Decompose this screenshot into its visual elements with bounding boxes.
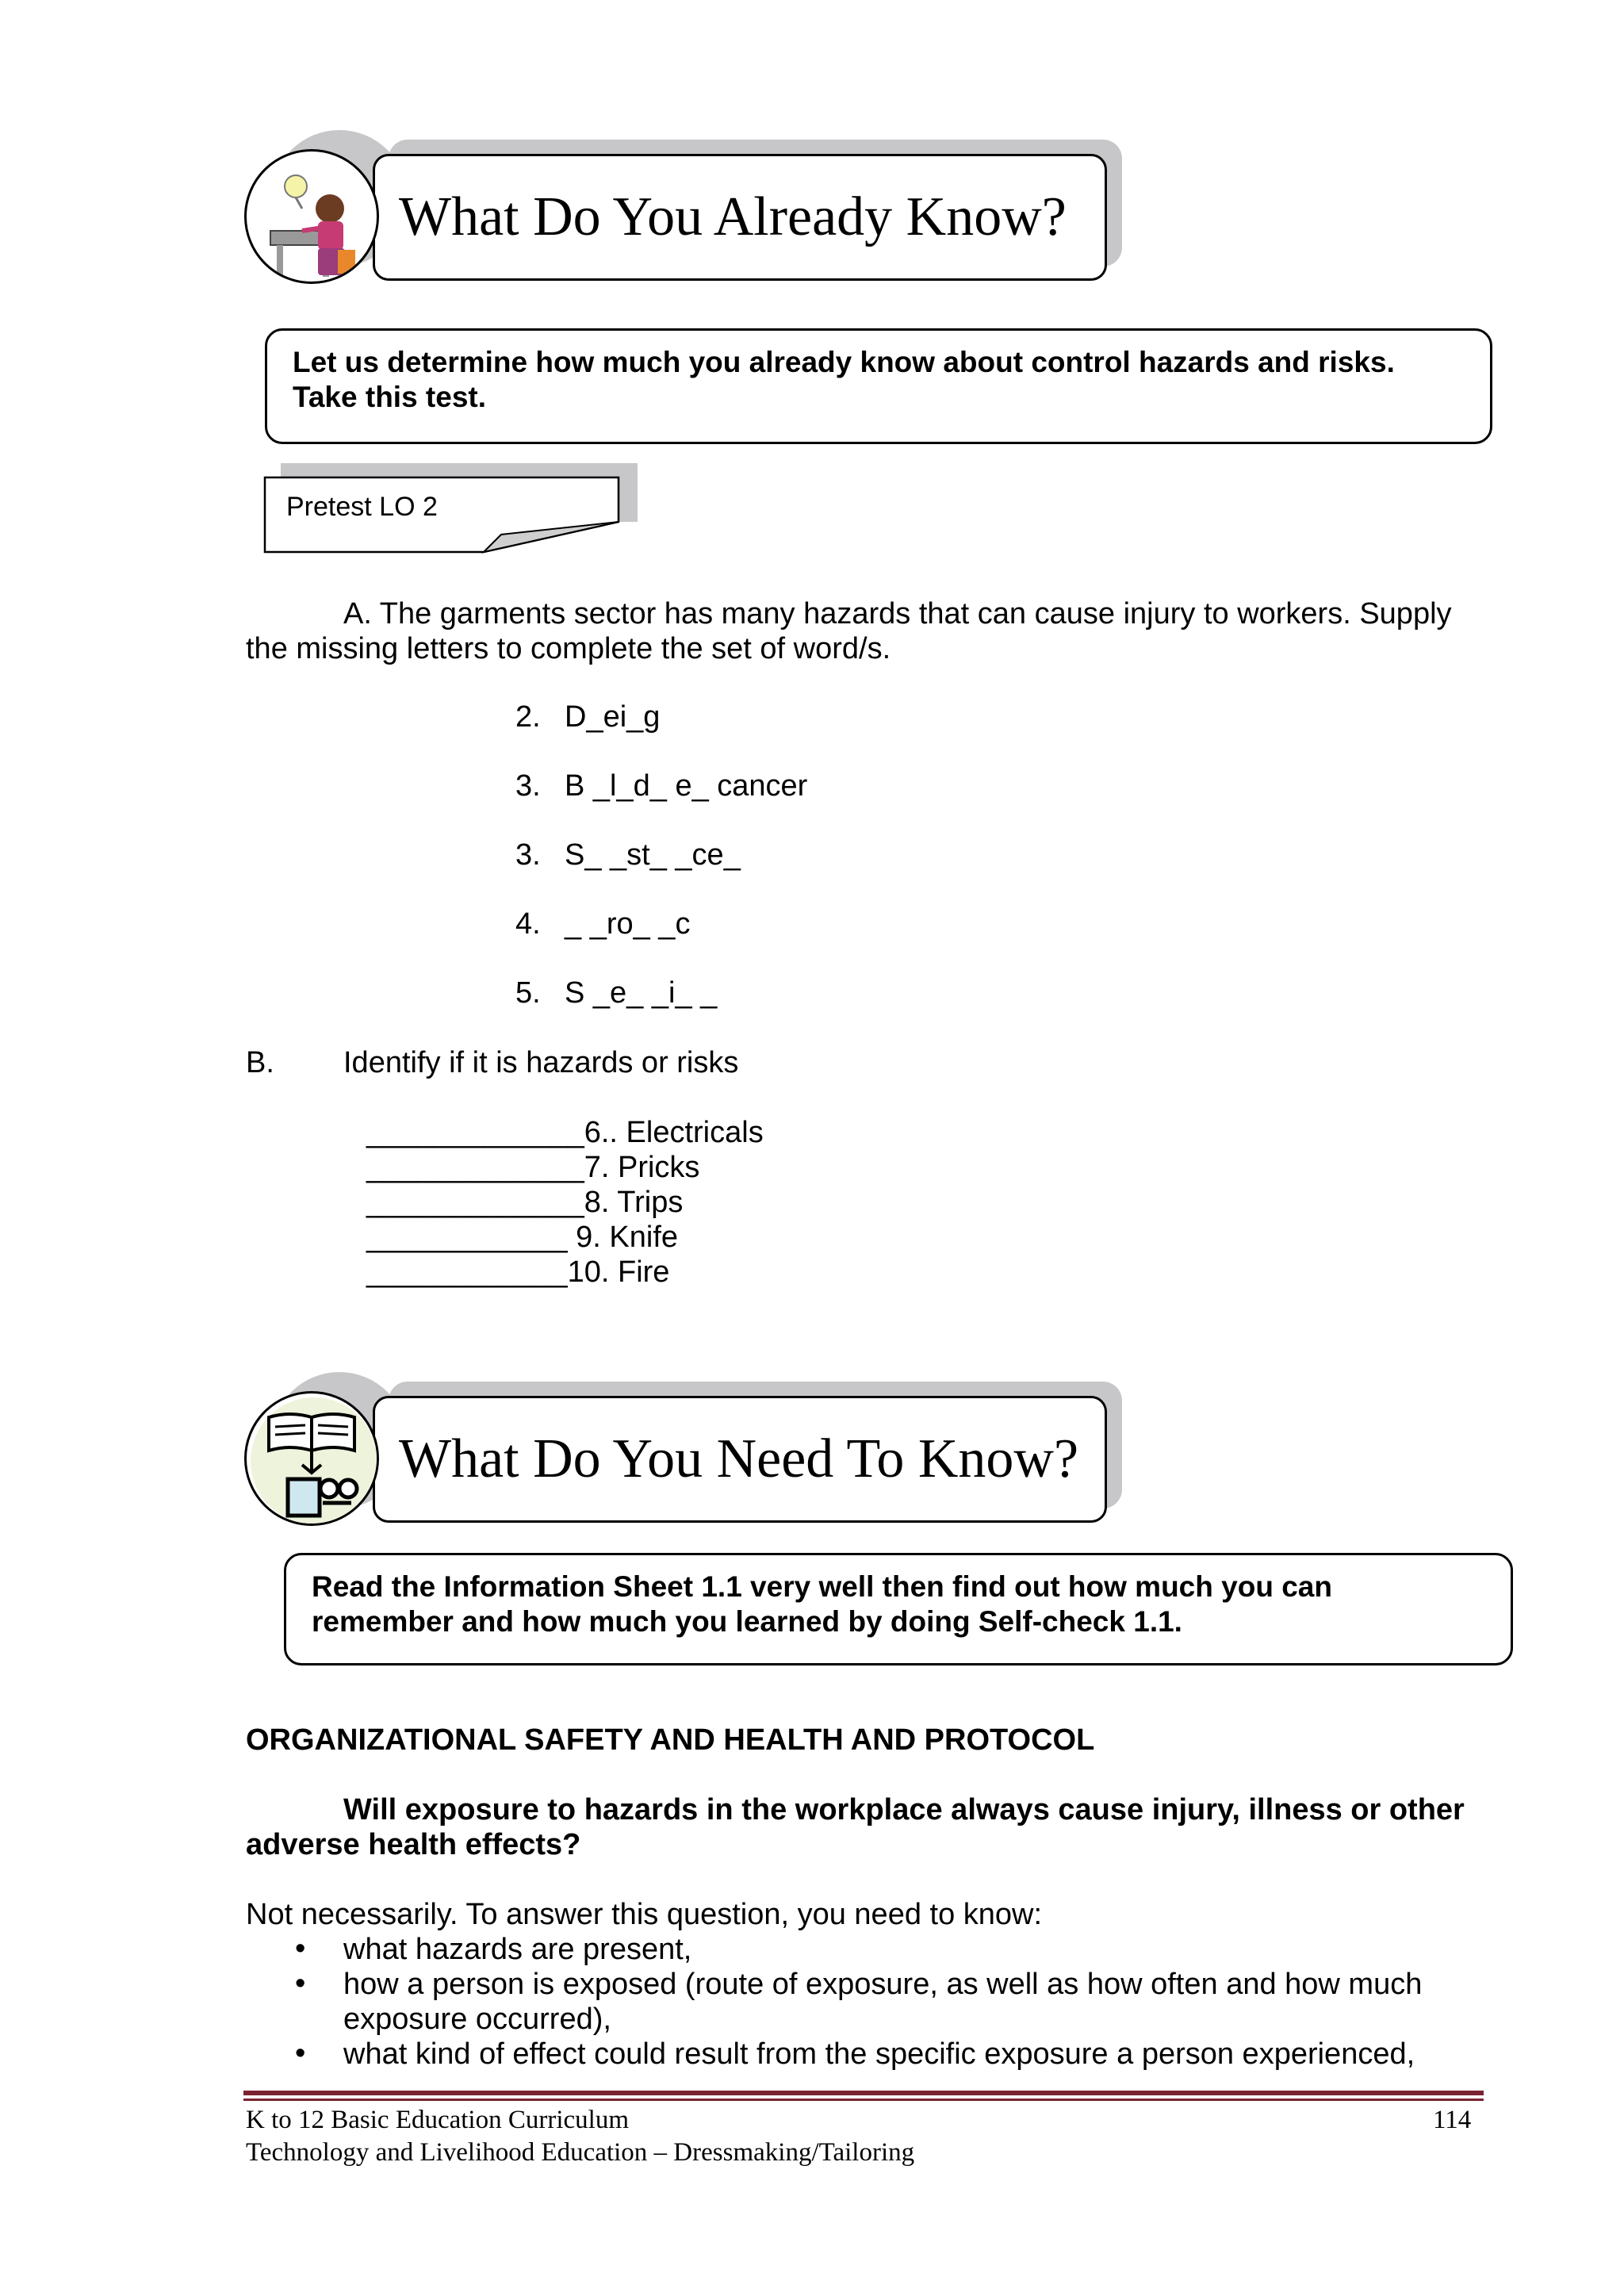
- section2-instruction-line1: Read the Information Sheet 1.1 very well then find out how much you can: [312, 1570, 1332, 1603]
- footer-rule-thin: [243, 2099, 1484, 2101]
- pretest-label: Pretest LO 2: [286, 492, 438, 522]
- section2-instruction-box: [284, 1553, 1513, 1665]
- partA-intro-line2: the missing letters to complete the set of word/s.: [246, 632, 891, 665]
- reader-book-icon: [244, 1391, 379, 1526]
- footer-rule: [243, 2091, 1484, 2095]
- partA-item-num: 2.: [515, 700, 541, 734]
- section1-instruction-line2: Take this test.: [293, 381, 487, 413]
- footer-curriculum: K to 12 Basic Education Curriculum: [246, 2106, 629, 2134]
- partA-item-text: _ _ro_ _c: [565, 907, 691, 941]
- bullet-symbol: •: [295, 1932, 306, 1965]
- partA-item-num: 3.: [515, 769, 541, 803]
- student-studying-icon: [244, 149, 379, 284]
- partA-item-text: S _e_ _i_ _: [565, 976, 718, 1010]
- section2-instruction-line2: remember and how much you learned by doing Self-check 1.1.: [312, 1605, 1182, 1638]
- partA-item-text: S_ _st_ _ce_: [565, 838, 741, 872]
- section1-instruction-box: [265, 328, 1492, 444]
- section2-title-box: [373, 1396, 1107, 1523]
- section1-title: What Do You Already Know?: [399, 186, 1067, 247]
- section-heading: ORGANIZATIONAL SAFETY AND HEALTH AND PROTOCOL: [246, 1723, 1095, 1757]
- partA-item-num: 4.: [515, 907, 541, 941]
- list-item: what kind of effect could result from the specific exposure a person experienced,: [343, 2037, 1415, 2071]
- footer-subject: Technology and Livelihood Education – Dressmaking/Tailoring: [246, 2138, 915, 2167]
- answer-intro: Not necessarily. To answer this question, you need to know:: [246, 1898, 1043, 1931]
- partB-item: _____________7. Pricks: [366, 1151, 700, 1184]
- partA-item-num: 3.: [515, 838, 541, 872]
- bullet-symbol: •: [295, 1967, 306, 2000]
- list-item: what hazards are present,: [343, 1933, 692, 1966]
- partA-item-num: 5.: [515, 976, 541, 1010]
- question-line2: adverse health effects?: [246, 1828, 581, 1861]
- partB-instruction: Identify if it is hazards or risks: [343, 1046, 739, 1079]
- section1-title-box: [373, 154, 1107, 281]
- partB-item: _____________6.. Electricals: [366, 1116, 764, 1149]
- list-item: how a person is exposed (route of exposure, as well as how often and how much: [343, 1968, 1423, 2001]
- partA-item-text: D_ei_g: [565, 700, 661, 734]
- partB-label: B.: [246, 1046, 274, 1079]
- bullet-symbol: •: [295, 2037, 306, 2070]
- partB-item: ____________ 9. Knife: [366, 1221, 679, 1254]
- section2-title: What Do You Need To Know?: [399, 1428, 1079, 1489]
- partB-item: ____________10. Fire: [366, 1255, 670, 1289]
- partB-item: _____________8. Trips: [366, 1186, 684, 1219]
- partA-intro-line1: A. The garments sector has many hazards that can cause injury to workers. Supply: [343, 597, 1452, 631]
- section1-instruction-line1: Let us determine how much you already know about control hazards and risks.: [293, 346, 1395, 378]
- question-line1: Will exposure to hazards in the workplace always cause injury, illness or other: [343, 1793, 1465, 1826]
- page-number: 114: [1433, 2106, 1472, 2134]
- partA-item-text: B _l_d_ e_ cancer: [565, 769, 808, 803]
- list-item-continuation: exposure occurred),: [343, 2003, 611, 2036]
